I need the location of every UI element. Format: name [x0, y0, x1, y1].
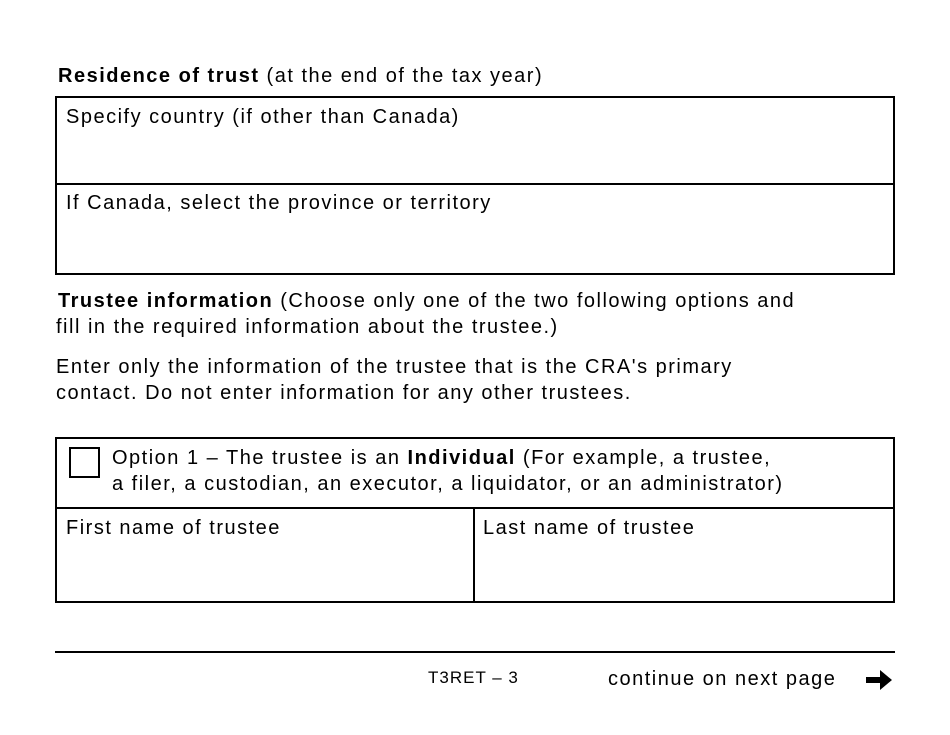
- option1-divider: [57, 507, 893, 509]
- footer-rule: [55, 651, 895, 653]
- residence-heading: [58, 63, 543, 89]
- province-select[interactable]: [66, 224, 876, 260]
- option1-checkbox[interactable]: [69, 447, 100, 478]
- residence-divider: [57, 183, 893, 185]
- trustee-note-line2: contact. Do not enter information for any other trustees.: [56, 382, 632, 404]
- trustee-heading: [58, 288, 795, 314]
- option1-text: [112, 445, 771, 471]
- residence-heading-bold: Residence of trust: [58, 65, 260, 87]
- option1-text-after: (For example, a trustee,: [515, 447, 772, 469]
- continue-label: continue on next page: [608, 668, 837, 690]
- last-name-label: Last name of trustee: [483, 517, 696, 539]
- residence-box: [55, 96, 895, 275]
- last-name-input[interactable]: [483, 549, 878, 585]
- option1-text-bold: Individual: [407, 447, 516, 469]
- name-column-divider: [473, 508, 475, 601]
- country-input[interactable]: [66, 138, 876, 174]
- first-name-input[interactable]: [66, 549, 461, 585]
- country-label: Specify country (if other than Canada): [66, 106, 460, 128]
- residence-heading-rest: (at the end of the tax year): [259, 65, 544, 87]
- trustee-heading-line2: fill in the required information about the trustee.): [56, 316, 559, 338]
- trustee-heading-bold: Trustee information: [58, 290, 274, 312]
- first-name-label: First name of trustee: [66, 517, 281, 539]
- option1-text-before: Option 1 – The trustee is an: [112, 447, 408, 469]
- option1-box: [55, 437, 895, 603]
- province-label: If Canada, select the province or territory: [66, 192, 492, 214]
- trustee-note-line1: Enter only the information of the trustee that is the CRA's primary: [56, 356, 733, 378]
- trustee-heading-rest: (Choose only one of the two following options and: [273, 290, 796, 312]
- page-id: T3RET – 3: [428, 668, 519, 687]
- right-arrow-icon: [864, 667, 894, 693]
- option1-text-line2: a filer, a custodian, an executor, a liquidator, or an administrator): [112, 473, 784, 495]
